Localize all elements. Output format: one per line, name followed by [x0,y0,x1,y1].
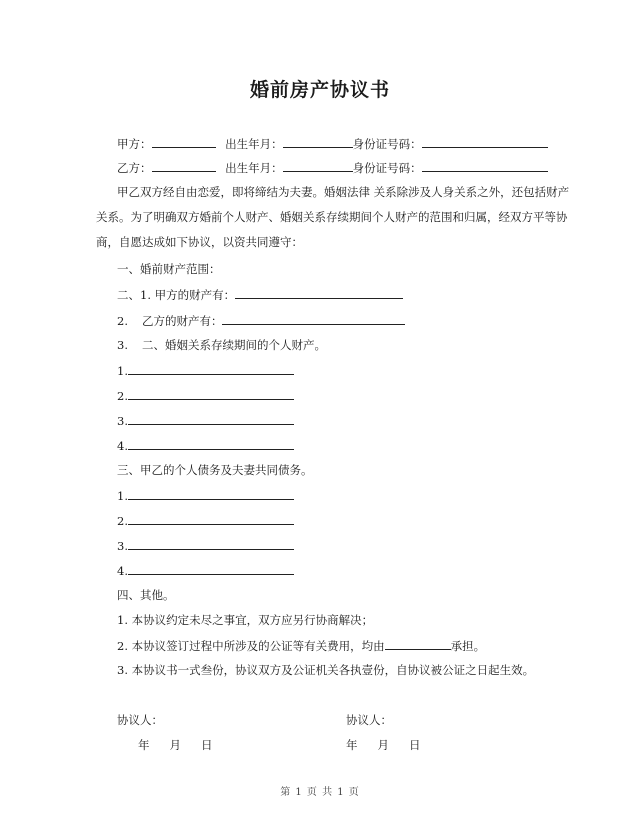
party-a-id-label: 身份证号码： [352,137,422,151]
section-2-num: 3. [117,338,128,352]
list2-item-num: 1. [117,489,128,503]
intro-line-3: 商，自愿达成如下协议，以资共同遵守： [96,235,303,249]
party-b-assets-label: 乙方的财产有： [141,314,223,328]
list1-item [117,438,294,453]
section-2-heading-row [117,338,326,352]
list2-item-num: 2. [117,514,128,528]
list1-item-blank [128,413,294,425]
clause-1: 1. 本协议约定未尽之事宜，双方应另行协商解决； [117,613,374,627]
date-day: 日 [201,738,213,752]
party-b-label: 乙方： [117,161,152,175]
list1-item-num: 2. [117,389,128,403]
section-4-heading: 四、其他。 [117,588,175,602]
list2-item-blank [128,563,294,575]
section-2-heading: 二、婚姻关系存续期间的个人财产。 [141,338,326,352]
clause-2-row [117,638,485,653]
party-a-birth-blank [283,136,353,148]
party-a-name-blank [152,136,216,148]
list1-item-num: 1. [117,364,128,378]
list1-item-num: 3. [117,414,128,428]
list1-item [117,388,294,403]
list1-item-blank [128,438,294,450]
date-year: 年 [346,738,358,752]
list2-item-blank [128,488,294,500]
page-footer: 第 1 页 共 1 页 [280,787,360,798]
list2-item-num: 4. [117,564,128,578]
list2-item-num: 3. [117,539,128,553]
signer-a-date [138,738,213,752]
intro-line-1: 甲乙双方经自由恋爱，即将缔结为夫妻。婚姻法律 关系除涉及人身关系之外，还包括财产 [117,185,570,199]
clause-3: 3. 本协议书一式叁份，协议双方及公证机关各执壹份，自协议被公证之日起生效。 [117,663,535,677]
party-a-birth-label: 出生年月： [225,137,283,151]
party-a-assets-label: 二、1. 甲方的财产有： [117,288,236,302]
party-b-birth-label: 出生年月： [225,161,283,175]
list1-item [117,363,294,378]
intro-line-2: 关系。为了明确双方婚前个人财产、婚姻关系存续期间个人财产的范围和归属，经双方平等协 [96,210,568,224]
party-a-label: 甲方： [117,137,152,151]
party-a-id-blank [422,136,548,148]
list2-item-blank [128,513,294,525]
list2-item [117,513,294,528]
date-month: 月 [169,738,181,752]
party-b-id-blank [422,160,548,172]
party-a-row [117,136,548,151]
party-b-name-blank [152,160,216,172]
list1-item-num: 4. [117,439,128,453]
list1-item [117,413,294,428]
signer-b-date [346,738,421,752]
clause-2-suffix: 承担。 [450,639,486,653]
list2-item [117,563,294,578]
party-b-assets-row [117,313,405,328]
party-a-assets-blank [235,287,403,299]
list2-item [117,538,294,553]
date-day: 日 [409,738,421,752]
list2-item-blank [128,538,294,550]
party-b-id-label: 身份证号码： [352,161,422,175]
document-title: 婚前房产协议书 [249,79,390,101]
section-3-heading: 三、甲乙的个人债务及夫妻共同债务。 [117,463,313,477]
clause-2-text: 2. 本协议签订过程中所涉及的公证等有关费用，均由 [117,639,385,653]
party-b-assets-blank [222,313,405,325]
party-b-assets-num: 2. [117,314,128,328]
clause-2-blank [385,638,451,650]
party-b-row [117,160,548,175]
list2-item [117,488,294,503]
signer-b-label: 协议人： [346,713,392,727]
signer-a-label: 协议人： [117,713,163,727]
section-1-heading: 一、婚前财产范围： [117,262,221,276]
party-a-assets-row [117,287,403,302]
date-year: 年 [138,738,150,752]
party-b-birth-blank [283,160,353,172]
date-month: 月 [377,738,389,752]
list1-item-blank [128,363,294,375]
list1-item-blank [128,388,294,400]
